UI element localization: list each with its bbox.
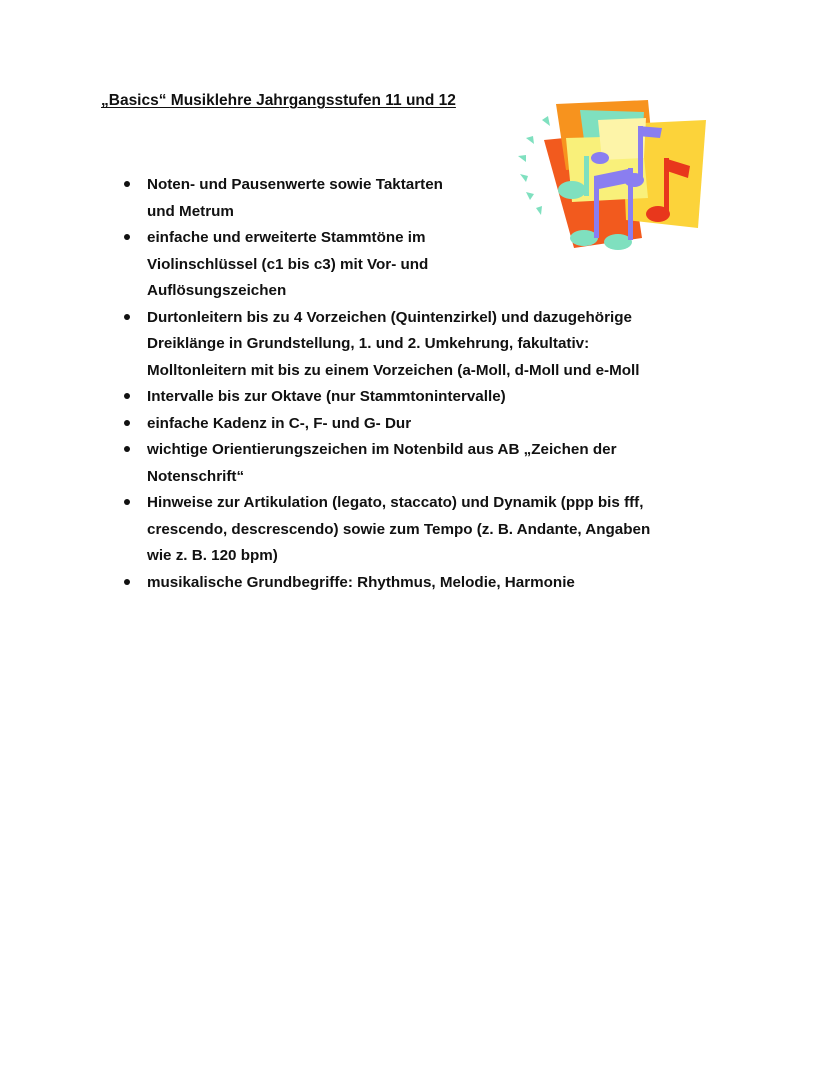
list-item	[122, 305, 722, 385]
list-item-line: Hinweise zur Artikulation (legato, staccato) und Dynamik (ppp bis fff,	[147, 494, 644, 511]
list-item-line: crescendo, descrescendo) sowie zum Tempo (z. B. Andante, Angaben	[147, 520, 651, 538]
list-item-line: Noten- und Pausenwerte sowie Taktarten	[147, 176, 443, 193]
list-item-line: wie z. B. 120 bpm)	[147, 547, 278, 564]
list-item-line: und Metrum	[147, 202, 234, 220]
bullet-icon	[124, 181, 130, 187]
list-item-line: einfache Kadenz in C-, F- und G- Dur	[147, 414, 412, 432]
topic-list	[122, 172, 722, 596]
list-item	[122, 411, 722, 438]
list-item-line: Molltonleitern mit bis zu einem Vorzeichen (a-Moll, d-Moll und e-Moll	[147, 361, 640, 379]
list-item-line: einfache und erweiterte Stammtöne im	[147, 229, 426, 246]
list-item	[122, 384, 722, 411]
bullet-icon	[124, 579, 130, 585]
list-item	[122, 490, 722, 570]
list-item-line: Violinschlüssel (c1 bis c3) mit Vor- und	[147, 255, 429, 273]
list-item	[122, 437, 722, 490]
list-item-line: Durtonleitern bis zu 4 Vorzeichen (Quintenzirkel) und dazugehörige	[147, 308, 632, 326]
list-item-line: Dreiklänge in Grundstellung, 1. und 2. Umkehrung, fakultativ:	[147, 335, 590, 352]
list-item-line: Intervalle bis zur Oktave (nur Stammtonintervalle)	[147, 388, 506, 405]
list-item-line: wichtige Orientierungszeichen im Notenbild aus AB „Zeichen der	[147, 441, 617, 458]
bullet-icon	[124, 393, 130, 399]
list-item	[122, 570, 722, 597]
bullet-icon	[124, 499, 130, 505]
document-title: „Basics“ Musiklehre Jahrgangsstufen 11 und 12	[101, 92, 456, 109]
bullet-icon	[124, 234, 130, 240]
list-item	[122, 172, 722, 225]
list-item-line: Auflösungszeichen	[147, 282, 287, 299]
bullet-icon	[124, 446, 130, 452]
list-item-line: Notenschrift“	[147, 467, 245, 485]
list-item	[122, 225, 722, 305]
bullet-icon	[124, 314, 130, 320]
list-item-line: musikalische Grundbegriffe: Rhythmus, Melodie, Harmonie	[147, 573, 575, 591]
bullet-icon	[124, 420, 130, 426]
